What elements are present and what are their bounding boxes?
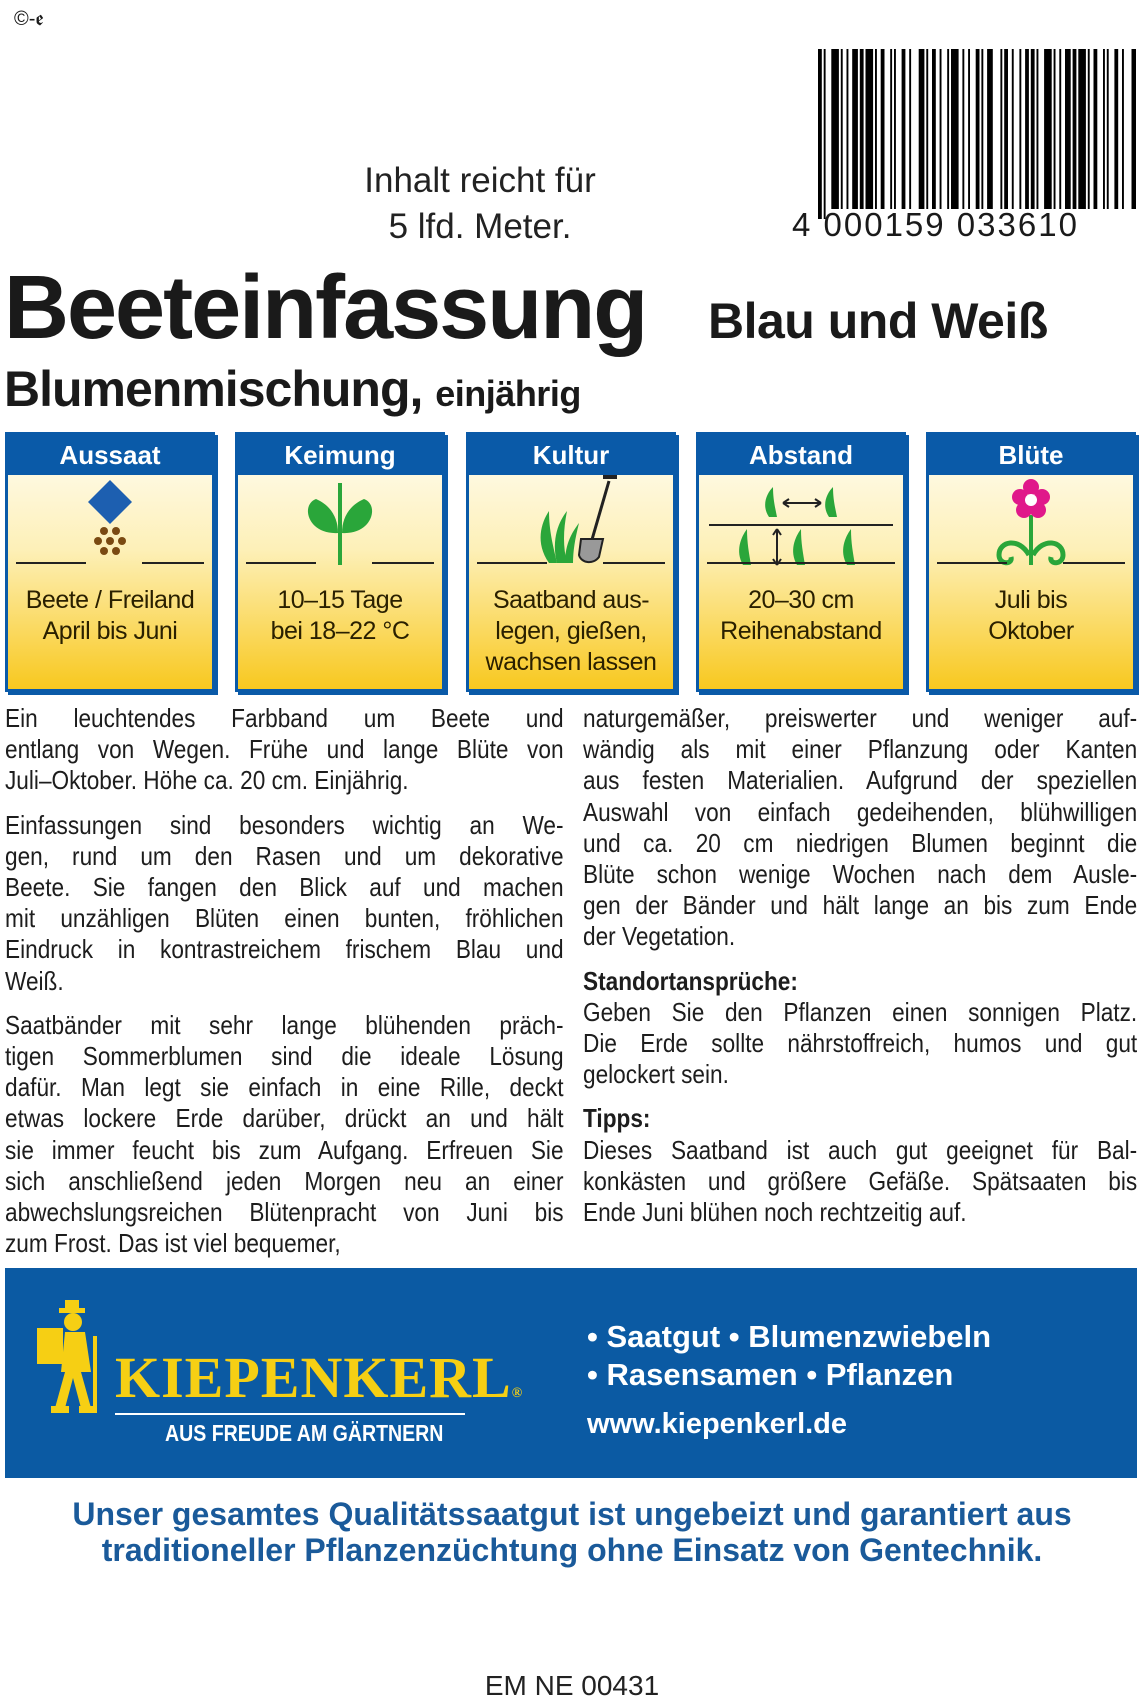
card-text-line: April bis Juni (42, 617, 178, 645)
barcode-bar (1078, 49, 1086, 209)
card-title: Kultur (469, 435, 673, 475)
article-code: EM NE 00431 (484, 1670, 660, 1701)
text-line: entlang von Wegen. Frühe und lange Blüte von (5, 734, 564, 765)
text-line: Eindruck in kontrastreichem frischem Blau und (5, 934, 564, 965)
text-line: naturgemäßer, preiswerter und weniger auf- (583, 703, 1138, 733)
text-line: gen der Bänder und hält lange an bis zum Ende (583, 890, 1138, 921)
barcode-bar (875, 49, 877, 209)
description-right-column (583, 703, 1137, 1228)
barcode-bar (1122, 49, 1124, 209)
card-title: Keimung (238, 435, 442, 475)
card-text-line: Saatband aus- (492, 586, 650, 614)
description-left-column (5, 703, 564, 1259)
barcode-bar (968, 49, 970, 209)
card-title: Abstand (699, 435, 903, 475)
text-line: konkästen und größere Gefäße. Spätsaaten bis (583, 1165, 1138, 1196)
card-title: Aussaat (8, 435, 212, 475)
seed-packet-icon (8, 475, 212, 571)
barcode-bar (909, 49, 911, 209)
barcode-bar (881, 49, 885, 209)
brand-logo (115, 1344, 523, 1411)
text-line: Juli–Oktober. Höhe ca. 20 cm. Einjährig. (5, 765, 409, 796)
barcode-bar (1114, 49, 1118, 209)
barcode-bar (962, 49, 964, 209)
spacing-icon (699, 475, 903, 571)
barcode-bar (841, 49, 843, 209)
quality-note-line-2: traditioneller Pflanzenzüchtung ohne Einsatz von Gentechnik. (101, 1532, 1043, 1568)
barcode-bar (947, 49, 949, 209)
card-text-line: Oktober (988, 617, 1074, 645)
text-line: mit unzähligen Blüten einen bunten, fröhlichen (5, 903, 564, 934)
barcode-bar (1059, 49, 1061, 209)
text-line: gen, rund um den Rasen und um dekorative (5, 840, 564, 871)
barcode-bar (824, 49, 826, 219)
barcode-bar (987, 49, 993, 209)
card-text (469, 585, 673, 678)
text-line: Auswahl von einfach gedeihenden, blühwilligen (583, 796, 1138, 827)
barcode-bar (1019, 49, 1021, 209)
barcode-bar (1012, 49, 1014, 209)
product-range-line-1: • Saatgut • Blumenzwiebeln (587, 1319, 992, 1354)
barcode-bar (1094, 49, 1098, 209)
seedling-icon (238, 475, 442, 571)
card-text (929, 585, 1133, 647)
barcode-bar (890, 49, 892, 209)
barcode-bar (818, 49, 822, 219)
card-title: Blüte (929, 435, 1133, 475)
quality-note (0, 1496, 1144, 1568)
product-variety: Blau und Weiß (708, 293, 1048, 349)
text-line: der Vegetation. (583, 921, 736, 952)
info-card-kultur (466, 432, 676, 692)
barcode-bar (1037, 49, 1039, 209)
registered-mark: ® (511, 1386, 524, 1401)
quality-note-line-1: Unser gesamtes Qualitätssaatgut ist ungebeizt und garantiert aus (72, 1496, 1072, 1532)
barcode-bar (1103, 49, 1105, 209)
barcode-bar (1004, 49, 1008, 209)
text-line: aus festen Materialien. Aufgrund der speziellen (583, 765, 1138, 796)
text-line: und ca. 20 cm niedrigen Blumen beginnt die (583, 827, 1138, 858)
text-line: zum Frost. Das ist viel bequemer, (5, 1228, 341, 1259)
copyright-mark: ©-ꬲ (14, 8, 44, 30)
text-line: dafür. Man legt sie einfach in eine Rille, deckt (5, 1072, 564, 1103)
card-text-line: 20–30 cm (748, 586, 854, 614)
text-line: wändig als mit einer Pflanzung oder Kanten (583, 734, 1138, 765)
coverage-info (340, 158, 620, 250)
website-link[interactable]: www.kiepenkerl.de (587, 1408, 848, 1440)
info-card-blüte (926, 432, 1136, 692)
barcode-bar (1088, 49, 1090, 209)
card-text-line: bei 18–22 °C (270, 617, 410, 645)
info-card-keimung (235, 432, 445, 692)
subtitle-annual: einjährig (435, 373, 581, 414)
flower-icon (929, 475, 1133, 571)
barcode-bar (1073, 49, 1077, 209)
text-line: Beete. Sie fangen den Blick auf und machen (5, 872, 564, 903)
location-heading: Standortansprüche: (583, 965, 798, 996)
barcode-bar (1054, 49, 1056, 209)
barcode-bar (981, 49, 983, 209)
barcode-bar (831, 49, 839, 209)
text-line: Ein leuchtendes Farbband um Beete und (5, 703, 564, 733)
barcode-bar (926, 49, 928, 209)
text-line: tigen Sommerblumen sind die ideale Lösung (5, 1041, 564, 1072)
barcode (816, 49, 1136, 219)
text-line: Dieses Saatband ist auch gut geeignet für Bal- (583, 1134, 1138, 1165)
brand-banner (5, 1268, 1137, 1478)
barcode-bar (976, 49, 980, 209)
card-text-line: legen, gießen, (495, 617, 647, 645)
text-line: sich anschließend jeden Morgen neu an einer (5, 1165, 564, 1196)
barcode-bar (1044, 49, 1052, 209)
info-card-aussaat (5, 432, 215, 692)
barcode-number: 4 000159 033610 (792, 206, 1079, 243)
product-subtitle (4, 360, 581, 418)
barcode-bar (1107, 49, 1109, 209)
barcode-bar (1025, 49, 1029, 209)
barcode-bar (902, 49, 906, 209)
text-line: Ende Juni blühen noch rechtzeitig auf. (583, 1197, 967, 1228)
barcode-bar (932, 49, 936, 209)
barcode-bar (866, 49, 874, 209)
barcode-bar (860, 49, 864, 209)
barcode-bar (847, 49, 849, 209)
text-line: gelockert sein. (583, 1059, 729, 1090)
barcode-bar (894, 49, 896, 209)
product-title: Beeteinfassung (4, 258, 647, 358)
card-text (238, 585, 442, 647)
barcode-bar (940, 49, 942, 209)
text-line: Saatbänder mit sehr lange blühenden präch- (5, 1009, 564, 1040)
text-line: etwas lockere Erde darüber, drückt an und hält (5, 1103, 564, 1134)
card-text (699, 585, 903, 647)
barcode-bar (1000, 49, 1002, 209)
card-text-line: Beete / Freiland (25, 586, 195, 614)
product-range-line-2: • Rasensamen • Pflanzen (587, 1357, 954, 1392)
brand-slogan: AUS FREUDE AM GÄRTNERN (165, 1420, 444, 1446)
card-text-line: Reihenabstand (720, 617, 882, 645)
subtitle-main: Blumenmischung, (4, 361, 423, 417)
text-line: Weiß. (5, 965, 64, 996)
barcode-bar (1065, 49, 1071, 209)
coverage-line-1: Inhalt reicht für (364, 161, 596, 200)
text-line: Geben Sie den Pflanzen einen sonnigen Platz. (583, 996, 1138, 1027)
card-text (8, 585, 212, 647)
text-line: Die Erde sollte nährstoffreich, humos und gut (583, 1028, 1138, 1059)
card-text-line: Juli bis (994, 586, 1068, 614)
barcode-bar (852, 49, 858, 209)
kiepenkerl-mascot-icon (35, 1298, 115, 1418)
text-line: sie immer feucht bis zum Aufgang. Erfreuen Sie (5, 1134, 564, 1165)
barcode-bar (1031, 49, 1035, 209)
barcode-bar (1132, 49, 1137, 209)
tips-heading: Tipps: (583, 1103, 651, 1134)
barcode-bar (919, 49, 925, 209)
info-card-abstand (696, 432, 906, 692)
brand-name: KIEPENKERL (115, 1345, 512, 1410)
text-line: abwechslungsreichen Blütenpracht von Juni bis (5, 1197, 564, 1228)
barcode-bar (951, 49, 959, 209)
text-line: Blüte schon wenige Wochen nach dem Ausle- (583, 859, 1138, 890)
plants-spade-icon (469, 475, 673, 571)
text-line: Einfassungen sind besonders wichtig an We- (5, 809, 564, 840)
card-text-line: wachsen lassen (485, 648, 657, 676)
product-range (587, 1318, 991, 1394)
logo-divider (115, 1413, 465, 1415)
card-text-line: 10–15 Tage (277, 586, 403, 614)
coverage-line-2: 5 lfd. Meter. (388, 207, 572, 246)
